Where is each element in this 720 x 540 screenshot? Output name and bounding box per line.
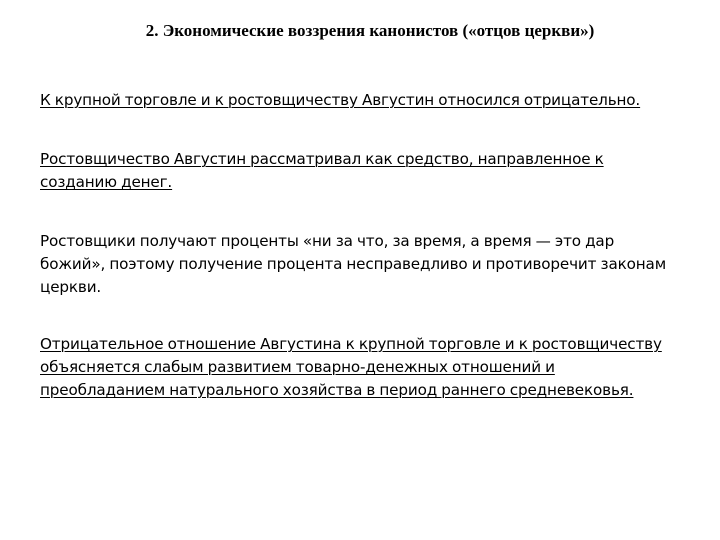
paragraph-usury-as-means: Ростовщичество Августин рассматривал как средство, направленное к созданию денег. <box>40 150 604 191</box>
paragraph-usurers-interest: Ростовщики получают проценты «ни за что, за время, а время — это дар божий», поэтому получение процента несправедливо и противоречит законам церкви. <box>40 232 667 296</box>
paragraph-explanation: Отрицательное отношение Августина к крупной торговле и к ростовщичеству объясняется слабым развитием товарно-денежных отношений и преобладанием натурального хозяйства в период раннего средневековья. <box>40 335 662 399</box>
paragraph-augustine-attitude: К крупной торговле и к ростовщичеству Августин относился отрицательно. <box>40 91 641 109</box>
slide-title: 2. Экономические воззрения канонистов («отцов церкви») <box>145 21 595 40</box>
